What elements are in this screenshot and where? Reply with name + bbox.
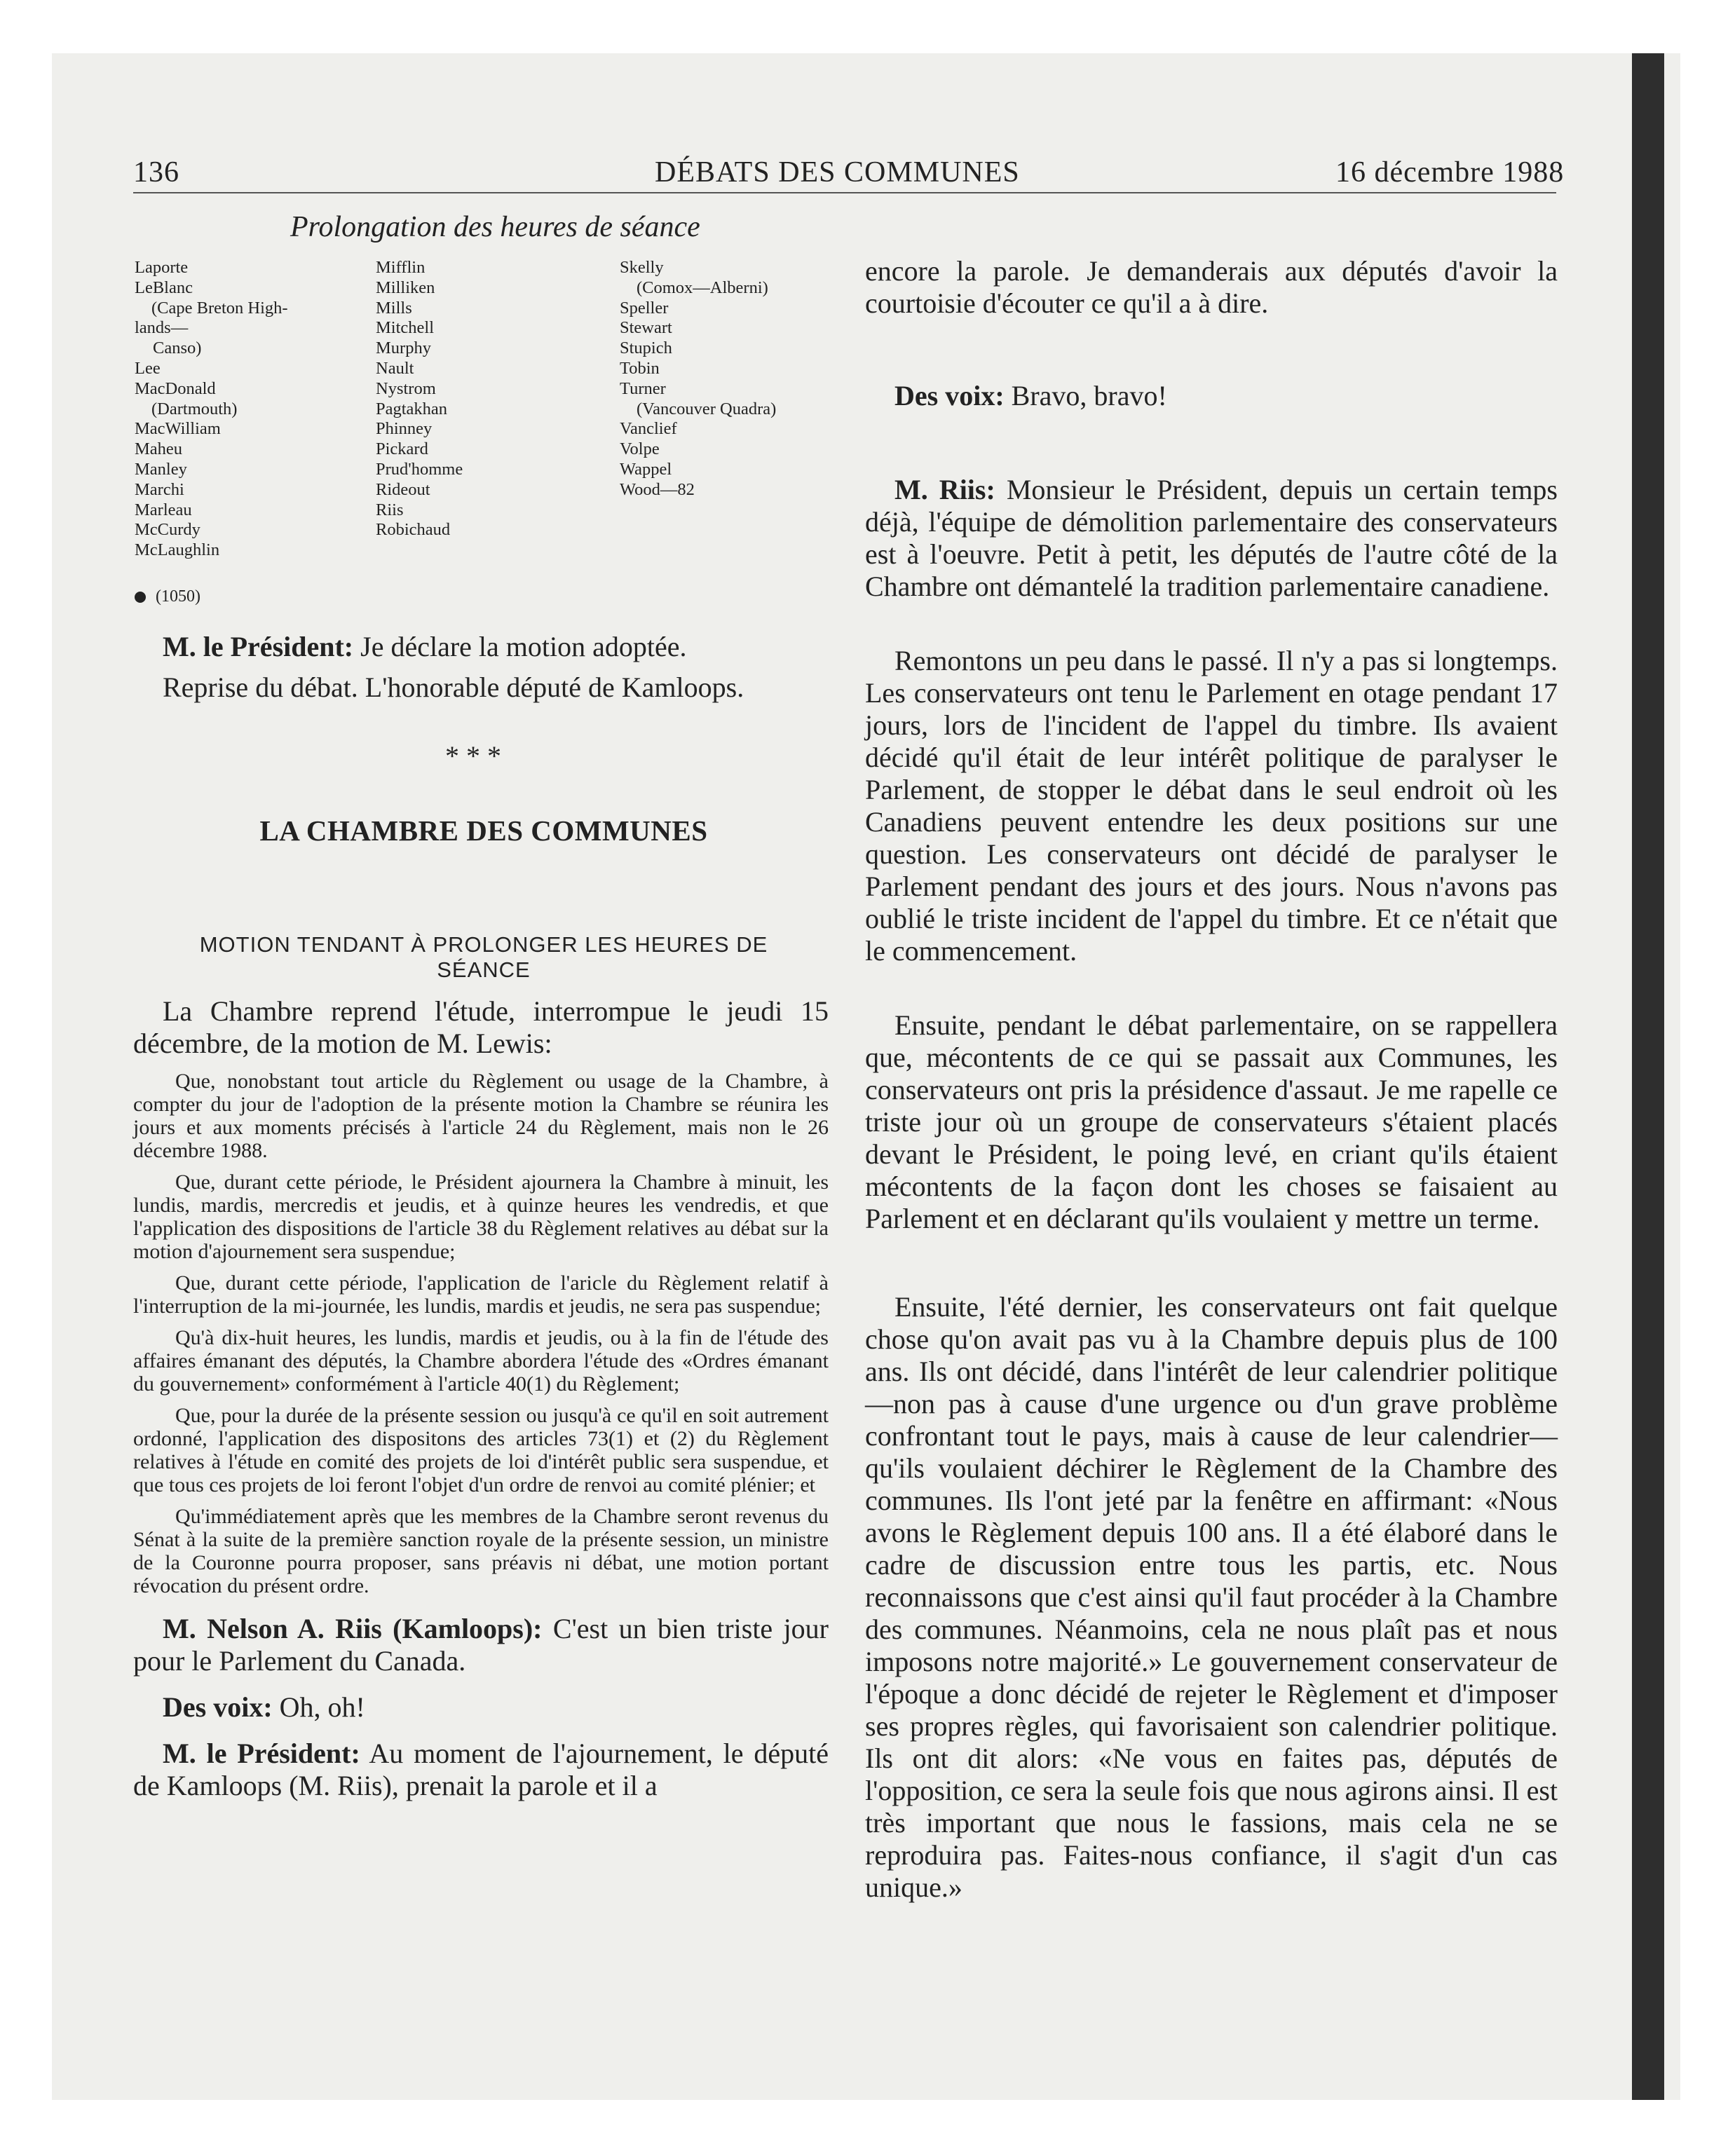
page-date: 16 décembre 1988	[1335, 156, 1565, 189]
vote-name: Volpe	[620, 439, 660, 459]
motion-paragraph: Qu'à dix-huit heures, les lundis, mardis et jeudis, ou à la fin de l'étude des affaires émanant des députés, la Chambre abordera l'étude des «Ordres émanant du gouvernement» conformément à l'article 40(1) du Règlement;	[133, 1326, 829, 1396]
speaker-paragraph: M. le Président: Je déclare la motion adoptée.	[163, 631, 687, 662]
left-column-body	[133, 995, 829, 1802]
resume-paragraph: Reprise du débat. L'honorable député de Kamloops.	[163, 671, 744, 703]
section-title: LA CHAMBRE DES COMMUNES	[259, 814, 708, 847]
body-paragraph: Ensuite, pendant le débat parlementaire, on se rappellera que, mécontents de ce qui se passait aux Communes, les conservateurs ont pris la présidence d'assaut. Je me rapelle ce triste jour où un groupe de conservateurs s'étaient placés devant le Président, le poing levé, en criant qu'ils étaient mécontents de la façon dont les choses se faisaient au Parlement et en déclarant qu'ils voulaient y mettre un terme.	[865, 1009, 1558, 1234]
vote-name: McCurdy	[135, 520, 200, 540]
vote-name: Mifflin	[376, 258, 426, 277]
vote-name: Lee	[135, 358, 161, 378]
vote-name: Mitchell	[376, 318, 435, 338]
vote-name: lands—	[135, 318, 189, 338]
body-paragraph: Ensuite, l'été dernier, les conservateurs ont fait quelque chose qu'on avait pas vu à la Chambre depuis plus de 100 ans. Ils ont décidé, dans l'intérêt de leur calendrier politique—non pas à cause d'une urgence ou d'un grave problème confrontant tout le pays, mais à cause de leur calendrier—qu'ils voulaient déchirer le Règlement de la Chambre des communes. Ils l'ont jeté par la fenêtre en affirmant: «Nous avons le Règlement depuis 100 ans. Il a été élaboré dans le cadre de discussion entre tous les partis, etc. Nous reconnaissons que c'est ainsi qu'il faut procéder à la Chambre des communes. Néanmoins, cela ne nous plaît pas et nous imposons notre majorité.» Le gouvernement conservateur de l'époque a donc décidé de rejeter le Règlement et d'imposer ses propres règles, qui favorisaient son calendrier politique. Ils ont dit alors: «Ne vous en faites pas, députés de l'opposition, ce sera la seule fois que nous agirons ainsi. Il est très important que nous le fassions, mais cela ne se reproduira pas. Faites-nous confiance, il s'agit d'un cas unique.»	[865, 1291, 1558, 1903]
vote-name: MacDonald	[135, 378, 216, 398]
vote-name: Robichaud	[376, 520, 451, 540]
vote-name: Nystrom	[376, 378, 436, 398]
vote-names-col3	[620, 258, 776, 500]
vote-name: (Vancouver Quadra)	[637, 399, 777, 418]
riis-paragraph: M. Riis: Monsieur le Président, depuis un certain temps déjà, l'équipe de démolition parlementaire des conservateurs est à l'oeuvre. Petit à petit, les députés de l'autre côté de la Chambre ont démantelé la tradition parlementaire canadiene.	[865, 474, 1558, 602]
vote-name: Maheu	[135, 439, 183, 459]
continuation-paragraph: encore la parole. Je demanderais aux députés d'avoir la courtoisie d'écouter ce qu'il a à dire.	[865, 255, 1558, 319]
vote-name: Milliken	[376, 278, 435, 297]
vote-name: Canso)	[153, 339, 202, 358]
vote-name: Speller	[620, 298, 669, 318]
vote-name: Pagtakhan	[376, 399, 448, 418]
speaker-name: Des voix:	[163, 1691, 273, 1723]
speaker-name: M. Riis:	[894, 474, 995, 505]
intro-paragraph: La Chambre reprend l'étude, interrompue le jeudi 15 décembre, de la motion de M. Lewis:	[133, 995, 829, 1059]
riis-paragraph: M. Nelson A. Riis (Kamloops): C'est un bien triste jour pour le Parlement du Canada.	[133, 1613, 829, 1677]
vote-name: Laporte	[135, 258, 189, 277]
time-code: (1050)	[135, 587, 200, 606]
vote-name: MacWilliam	[135, 419, 221, 439]
speaker-paragraph: M. le Président: Au moment de l'ajournement, le député de Kamloops (M. Riis), prenait la parole et il a	[133, 1738, 829, 1801]
scan-edge-bar	[1632, 53, 1664, 2100]
motion-title: MOTION TENDANT À PROLONGER LES HEURES DE SÉANCE	[199, 932, 768, 982]
speaker-name: M. le Président:	[163, 1738, 360, 1769]
vote-name: LeBlanc	[135, 278, 193, 297]
vote-name: Skelly	[620, 258, 664, 277]
speaker-name: M. le Président:	[163, 631, 354, 662]
vote-name: Mills	[376, 298, 412, 318]
motion-paragraph: Que, nonobstant tout article du Règlement ou usage de la Chambre, à compter du jour de l'adoption de la présente motion la Chambre se réunira les jours et aux moments précisés à l'article 24 du Règlement, mais non le 26 décembre 1988.	[133, 1070, 829, 1162]
voices-paragraph: Des voix: Bravo, bravo!	[894, 380, 1167, 411]
motion-paragraph: Que, durant cette période, l'application de l'aricle du Règlement relatif à l'interruption de la mi-journée, les lundis, mardis et jeudis, ne sera pas suspendue;	[133, 1271, 829, 1318]
vote-name: Stewart	[620, 318, 672, 338]
vote-name: Murphy	[376, 339, 431, 358]
voices-paragraph: Des voix: Oh, oh!	[163, 1691, 365, 1723]
speaker-name: Des voix:	[894, 380, 1005, 411]
speaker-name: M. Nelson A. Riis (Kamloops):	[163, 1613, 543, 1644]
page-number: 136	[133, 156, 179, 189]
vote-name: Pickard	[376, 439, 428, 459]
bullet-icon	[135, 592, 146, 603]
motion-paragraph: Que, durant cette période, le Président ajournera la Chambre à minuit, les lundis, mardis, mercredis et jeudis, et à quinze heures les vendredis, et que l'application des dispositions de l'article 38 du Règlement relatives au débat sur la motion d'ajournement sera suspendue;	[133, 1171, 829, 1263]
motion-paragraph: Qu'immédiatement après que les membres de la Chambre seront revenus du Sénat à la suite de la première sanction royale de la présente session, un ministre de la Couronne pourra proposer, sans préavis ni débat, une motion portant révocation du présent ordre.	[133, 1505, 829, 1597]
section-separator: * * *	[445, 740, 501, 772]
vote-names-col1	[135, 258, 288, 561]
vote-name: (Dartmouth)	[151, 399, 238, 418]
right-column	[865, 255, 1558, 1904]
vote-name: Wappel	[620, 459, 672, 479]
vote-name: Marleau	[135, 500, 192, 519]
section-subtitle: Prolongation des heures de séance	[290, 211, 700, 243]
vote-name: Marchi	[135, 479, 184, 499]
vote-name: Manley	[135, 459, 187, 479]
journal-title: DÉBATS DES COMMUNES	[655, 156, 1020, 189]
body-paragraph: Remontons un peu dans le passé. Il n'y a pas si longtemps. Les conservateurs ont tenu le Parlement en otage pendant 17 jours, lors de l'incident de l'appel du timbre. Ils avaient décidé qu'il était de leur intérêt politique de paralyser le Parlement, de stopper le débat dans le seul endroit où les Canadiens peuvent entendre les deux positions sur une question. Les conservateurs ont décidé de paralyser le Parlement pendant des jours et des jours. Nous n'avons pas oublié le triste incident de l'appel du timbre. Et ce n'était que le commencement.	[865, 645, 1558, 967]
vote-name: Nault	[376, 358, 414, 378]
motion-paragraph: Que, pour la durée de la présente session ou jusqu'à ce qu'il en soit autrement ordonné, l'application des dispositons des articles 73(1) et (2) du Règlement relatives à l'étude en comité des projets de loi d'intérêt public sera suspendue, et que tous ces projets de loi feront l'objet d'un ordre de renvoi au comité plénier; et	[133, 1404, 829, 1496]
vote-name: Prud'homme	[376, 459, 463, 479]
vote-name: Stupich	[620, 339, 672, 358]
vote-name: Phinney	[376, 419, 433, 439]
vote-name: Rideout	[376, 479, 430, 499]
vote-name: McLaughlin	[135, 540, 220, 560]
header-rule	[133, 192, 1556, 193]
vote-name: Vanclief	[620, 419, 677, 439]
vote-name: (Comox—Alberni)	[637, 278, 768, 297]
vote-name: Turner	[620, 378, 666, 398]
vote-name: Wood—82	[620, 479, 695, 499]
vote-name: Tobin	[620, 358, 660, 378]
vote-names-col2	[376, 258, 463, 540]
vote-name: (Cape Breton High-	[151, 298, 288, 318]
vote-name: Riis	[376, 500, 404, 519]
left-column-top	[133, 631, 834, 847]
